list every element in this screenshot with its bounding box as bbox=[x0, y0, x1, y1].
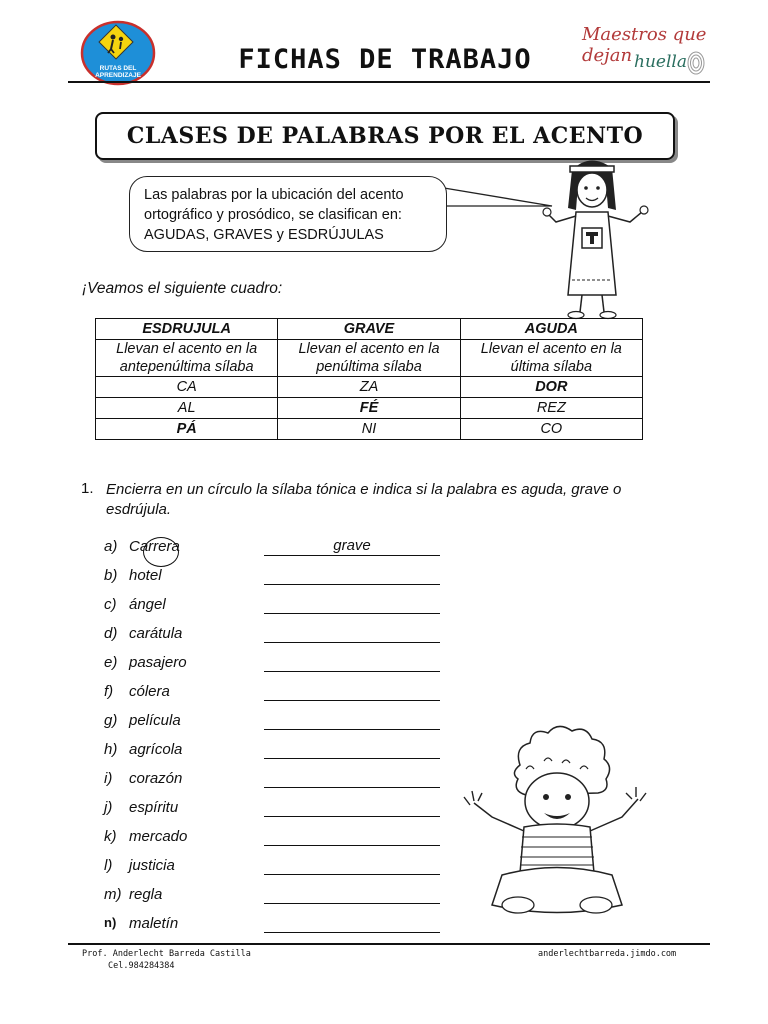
answer-line[interactable] bbox=[264, 700, 440, 701]
answer-line[interactable] bbox=[264, 671, 440, 672]
table-header-esdrujula: ESDRUJULA bbox=[96, 319, 278, 340]
item-word: justicia bbox=[129, 857, 175, 874]
answer-line[interactable] bbox=[264, 613, 440, 614]
answer-line[interactable] bbox=[264, 642, 440, 643]
answer-text[interactable]: grave bbox=[333, 537, 371, 554]
item-word: película bbox=[129, 712, 181, 729]
item-word: hotel bbox=[129, 567, 162, 584]
item-letter: k) bbox=[104, 828, 117, 845]
table-cell: DOR bbox=[460, 377, 642, 398]
answer-line[interactable] bbox=[264, 758, 440, 759]
item-word: regla bbox=[129, 886, 163, 903]
logo-text: RUTAS DEL bbox=[99, 65, 137, 72]
table-cell: ZA bbox=[278, 377, 460, 398]
item-word: Carrera bbox=[129, 538, 180, 555]
question-number: 1. bbox=[81, 480, 94, 497]
item-letter: i) bbox=[104, 770, 113, 787]
page-header-title: FICHAS DE TRABAJO bbox=[238, 44, 532, 75]
speech-bubble-text: Las palabras por la ubicación del acento ortográfico y prosódico, se clasifican en: AGUDAS, GRAVES y ESDRÚJULAS bbox=[144, 187, 404, 243]
answer-line[interactable] bbox=[264, 845, 440, 846]
item-word: ángel bbox=[129, 596, 166, 613]
item-letter: d) bbox=[104, 625, 118, 642]
table-row bbox=[96, 377, 643, 398]
table-cell: FÉ bbox=[278, 398, 460, 419]
table-row bbox=[96, 398, 643, 419]
table-header-row bbox=[96, 319, 643, 340]
item-word: corazón bbox=[129, 770, 183, 787]
item-word: mercado bbox=[129, 828, 188, 845]
brand-line-1: Maestros que dejan bbox=[582, 24, 707, 66]
footer-divider bbox=[68, 943, 710, 945]
svg-text:APRENDIZAJE: APRENDIZAJE bbox=[95, 72, 141, 79]
answer-line[interactable] bbox=[264, 729, 440, 730]
fingerprint-icon bbox=[686, 50, 706, 76]
answer-line[interactable] bbox=[264, 932, 440, 933]
rutas-logo bbox=[80, 20, 156, 86]
item-word: espíritu bbox=[129, 799, 179, 816]
answer-line[interactable] bbox=[264, 903, 440, 904]
item-letter: e) bbox=[104, 654, 118, 671]
table-cell: Llevan el acento en la penúltima sílaba bbox=[278, 340, 460, 377]
table-cell: NI bbox=[278, 419, 460, 440]
item-letter: c) bbox=[104, 596, 117, 613]
answer-line[interactable] bbox=[264, 787, 440, 788]
answer-line[interactable] bbox=[264, 816, 440, 817]
item-letter: f) bbox=[104, 683, 114, 700]
table-description-row bbox=[96, 340, 643, 377]
boy-illustration bbox=[462, 725, 652, 920]
brand-line-2: huella bbox=[634, 52, 687, 72]
table-header-grave: GRAVE bbox=[278, 319, 460, 340]
item-word: agrícola bbox=[129, 741, 183, 758]
table-cell: Llevan el acento en la antepenúltima sílaba bbox=[96, 340, 278, 377]
item-letter: a) bbox=[104, 538, 118, 555]
item-word: maletín bbox=[129, 915, 179, 932]
accent-classification-table bbox=[95, 318, 643, 440]
item-letter: n) bbox=[104, 915, 117, 930]
table-cell: REZ bbox=[460, 398, 642, 419]
table-cell: CO bbox=[460, 419, 642, 440]
item-word: cólera bbox=[129, 683, 170, 700]
footer-website[interactable]: anderlechtbarreda.jimdo.com bbox=[538, 949, 677, 959]
worksheet-title: CLASES DE PALABRAS POR EL ACENTO bbox=[126, 123, 644, 149]
footer-phone: Cel.984284384 bbox=[108, 961, 175, 971]
tonic-syllable-circle bbox=[143, 537, 179, 567]
maestros-brand-logo bbox=[582, 24, 732, 84]
item-letter: b) bbox=[104, 567, 118, 584]
item-letter: h) bbox=[104, 741, 118, 758]
speech-bubble bbox=[129, 176, 447, 252]
item-word: carátula bbox=[129, 625, 183, 642]
footer-author: Prof. Anderlecht Barreda Castilla bbox=[82, 949, 251, 959]
header-divider bbox=[68, 81, 710, 83]
intro-text: ¡Veamos el siguiente cuadro: bbox=[82, 280, 283, 297]
answer-line[interactable] bbox=[264, 874, 440, 875]
table-row bbox=[96, 419, 643, 440]
item-letter: m) bbox=[104, 886, 122, 903]
table-cell: CA bbox=[96, 377, 278, 398]
item-word: pasajero bbox=[129, 654, 187, 671]
item-letter: l) bbox=[104, 857, 113, 874]
item-letter: j) bbox=[104, 799, 113, 816]
answer-line[interactable] bbox=[264, 584, 440, 585]
table-cell: AL bbox=[96, 398, 278, 419]
answer-line[interactable] bbox=[264, 555, 440, 556]
table-cell: Llevan el acento en la última sílaba bbox=[460, 340, 642, 377]
table-header-aguda: AGUDA bbox=[460, 319, 642, 340]
question-text: Encierra en un círculo la sílaba tónica e indica si la palabra es aguda, grave o esdrújula. bbox=[106, 481, 622, 518]
item-letter: g) bbox=[104, 712, 118, 729]
girl-illustration bbox=[520, 150, 670, 322]
table-cell: PÁ bbox=[96, 419, 278, 440]
